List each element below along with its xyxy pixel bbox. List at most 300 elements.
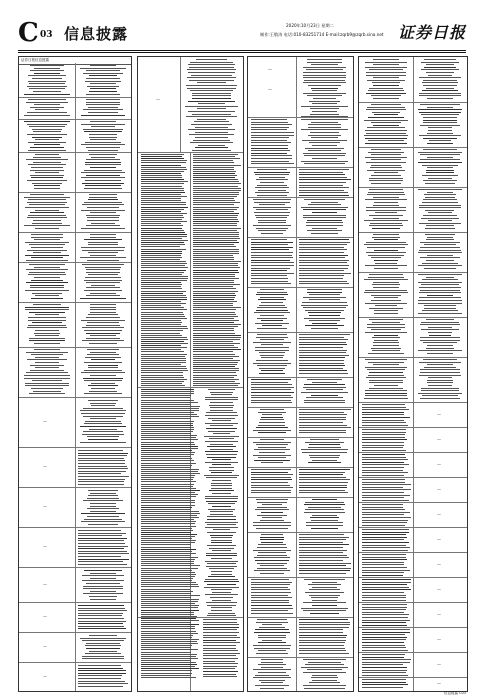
fine-print-line xyxy=(309,589,340,590)
table-row-rule xyxy=(138,617,243,618)
fine-print-line xyxy=(428,220,452,221)
fine-print-line xyxy=(255,187,289,188)
fine-print-line xyxy=(82,183,124,184)
table-row-rule xyxy=(19,662,131,663)
fine-print-line xyxy=(362,579,411,580)
fine-print-line xyxy=(304,402,345,403)
fine-print-line xyxy=(258,222,286,223)
fine-print-line xyxy=(371,159,400,160)
table-row-rule xyxy=(19,97,131,98)
fine-print-line xyxy=(364,279,408,280)
fine-print-line xyxy=(428,377,453,378)
fine-print-line xyxy=(141,158,184,159)
fine-print-line xyxy=(362,667,407,668)
fine-print-line xyxy=(261,659,283,660)
fine-print-line xyxy=(309,682,341,683)
fine-print-line xyxy=(141,337,187,338)
fine-print-line xyxy=(141,477,194,478)
fine-print-line xyxy=(362,525,405,526)
fine-print-line xyxy=(362,447,403,448)
fine-print-line xyxy=(203,640,236,641)
fine-print-line xyxy=(303,77,345,78)
fine-print-line xyxy=(373,345,399,346)
fine-print-line xyxy=(86,648,119,649)
fine-print-line xyxy=(87,354,119,355)
fine-print-line xyxy=(29,338,64,339)
fine-print-line xyxy=(141,498,191,499)
fine-print-line xyxy=(141,190,184,191)
fine-print-line xyxy=(260,688,285,689)
fine-print-line xyxy=(362,417,410,418)
fine-print-line xyxy=(84,423,121,424)
fine-print-line xyxy=(362,439,407,440)
fine-print-line xyxy=(299,190,344,191)
fine-print-line xyxy=(35,295,60,296)
fine-print-line xyxy=(193,217,237,218)
fine-print-line xyxy=(251,281,288,282)
fine-print-line xyxy=(374,313,398,314)
masthead xyxy=(18,18,466,48)
fine-print-line xyxy=(299,653,349,654)
fine-print-line xyxy=(362,609,406,610)
fine-print-line xyxy=(308,462,341,463)
fine-print-line xyxy=(141,219,182,220)
fine-print-line xyxy=(141,377,184,378)
fine-print-line xyxy=(141,614,194,615)
fine-print-line xyxy=(187,69,236,70)
fine-print-line xyxy=(206,477,237,478)
fine-print-line xyxy=(86,583,120,584)
fine-print-line xyxy=(427,98,453,99)
fine-print-line xyxy=(299,342,346,343)
fine-print-line xyxy=(27,180,67,181)
fine-print-line xyxy=(193,322,234,323)
fine-print-line xyxy=(193,301,237,302)
edit-line: 制作:王敬涛 电话:010-83251714 E-mail:zqrb9@zqrb.sina.net xyxy=(260,32,384,37)
fine-print-line xyxy=(141,165,181,166)
empty-cell-dash: — xyxy=(43,614,47,619)
fine-print-line xyxy=(418,152,462,153)
fine-print-line xyxy=(251,132,294,133)
fine-print-line xyxy=(34,267,60,268)
fine-print-line xyxy=(141,354,187,355)
fine-print-line xyxy=(78,533,126,534)
fine-print-line xyxy=(141,263,187,264)
fine-print-line xyxy=(26,102,67,103)
fine-print-line xyxy=(312,90,337,91)
empty-cell-dash: — xyxy=(43,419,47,424)
fine-print-line xyxy=(91,383,115,384)
fine-print-line xyxy=(306,522,343,523)
fine-print-line xyxy=(362,472,408,473)
fine-print-line xyxy=(193,186,238,187)
fine-print-line xyxy=(89,391,118,392)
fine-print-line xyxy=(210,425,234,426)
fine-print-line xyxy=(141,450,192,451)
fine-print-line xyxy=(299,360,344,361)
fine-print-line xyxy=(141,404,191,405)
fine-print-line xyxy=(374,239,398,240)
fine-print-line xyxy=(428,332,451,333)
table-row-rule xyxy=(359,527,467,528)
fine-print-line xyxy=(141,225,183,226)
fine-print-line xyxy=(368,152,404,153)
fine-print-line xyxy=(193,179,238,180)
fine-print-line xyxy=(301,449,348,450)
fine-print-line xyxy=(32,183,62,184)
table-column-rule xyxy=(75,63,76,691)
fine-print-line xyxy=(253,455,292,456)
fine-print-line xyxy=(83,129,123,130)
fine-print-line xyxy=(362,414,404,415)
fine-print-line xyxy=(186,116,238,117)
fine-print-line xyxy=(374,202,398,203)
fine-print-line xyxy=(28,99,66,100)
fine-print-line xyxy=(82,575,124,576)
fine-print-line xyxy=(141,570,192,571)
fine-print-line xyxy=(78,628,126,629)
fine-print-line xyxy=(193,366,235,367)
fine-print-line xyxy=(262,504,283,505)
fine-print-line xyxy=(210,444,232,445)
fine-print-line xyxy=(25,383,70,384)
fine-print-line xyxy=(206,566,237,567)
fine-print-line xyxy=(86,225,120,226)
fine-print-line xyxy=(141,362,186,363)
fine-print-line xyxy=(310,613,338,614)
fine-print-line xyxy=(84,131,123,132)
fine-print-line xyxy=(303,672,346,673)
fine-print-line xyxy=(90,309,116,310)
fine-print-line xyxy=(362,457,406,458)
fine-print-line xyxy=(203,642,240,643)
fine-print-line xyxy=(193,291,238,292)
fine-print-line xyxy=(203,655,236,656)
fine-print-line xyxy=(362,612,404,613)
fine-print-line xyxy=(30,287,64,288)
fine-print-line xyxy=(141,244,185,245)
fine-print-line xyxy=(299,645,344,646)
fine-print-line xyxy=(141,542,195,543)
fine-print-line xyxy=(191,75,233,76)
fine-print-line xyxy=(30,170,65,171)
fine-print-line xyxy=(27,327,66,328)
fine-print-line xyxy=(193,284,240,285)
fine-print-line xyxy=(90,255,116,256)
fine-print-line xyxy=(212,480,231,481)
fine-print-line xyxy=(212,600,232,601)
fine-print-line xyxy=(299,334,350,335)
fine-print-line xyxy=(301,667,348,668)
fine-print-line xyxy=(198,103,225,104)
fine-print-line xyxy=(253,669,291,670)
page-footer: 信息披露 C03 xyxy=(443,691,466,695)
fine-print-line xyxy=(365,199,408,200)
fine-print-line xyxy=(253,522,291,523)
fine-print-line xyxy=(370,223,402,224)
fine-print-line xyxy=(91,388,115,389)
fine-print-line xyxy=(193,261,241,262)
fine-print-line xyxy=(81,177,125,178)
fine-print-line xyxy=(418,303,463,304)
fine-print-line xyxy=(374,250,397,251)
fine-print-line xyxy=(86,159,120,160)
fine-print-line xyxy=(299,560,343,561)
fine-print-line xyxy=(362,425,408,426)
fine-print-line xyxy=(90,573,116,574)
fine-print-line xyxy=(369,178,403,179)
fine-print-line xyxy=(421,388,459,389)
fine-print-line xyxy=(251,382,288,383)
table-row-rule xyxy=(359,602,467,603)
fine-print-line xyxy=(87,516,120,517)
table-row-rule xyxy=(248,467,353,468)
fine-print-line xyxy=(141,167,186,168)
fine-print-line xyxy=(303,153,347,154)
fine-print-line xyxy=(261,512,284,513)
fine-print-line xyxy=(251,252,293,253)
fine-print-line xyxy=(203,663,238,664)
fine-print-line xyxy=(251,135,294,136)
fine-print-line xyxy=(261,667,284,668)
fine-print-line xyxy=(427,380,453,381)
fine-print-line xyxy=(193,343,240,344)
fine-print-line xyxy=(78,553,129,554)
fine-print-line xyxy=(262,517,282,518)
fine-print-line xyxy=(141,406,200,407)
fine-print-line xyxy=(369,382,403,383)
fine-print-line xyxy=(81,413,125,414)
fine-print-line xyxy=(88,439,119,440)
fine-print-line xyxy=(31,257,63,258)
table-row-rule xyxy=(359,272,467,273)
fine-print-line xyxy=(85,164,121,165)
fine-print-line xyxy=(259,305,285,306)
fine-print-line xyxy=(208,509,234,510)
fine-print-line xyxy=(205,462,238,463)
fine-print-line xyxy=(86,147,121,148)
fine-print-line xyxy=(141,339,188,340)
fine-print-line xyxy=(374,268,398,269)
fine-print-line xyxy=(258,637,285,638)
fine-print-line xyxy=(193,379,239,380)
fine-print-line xyxy=(78,543,125,544)
fine-print-line xyxy=(418,252,463,253)
empty-cell-dash: — xyxy=(43,504,47,509)
fine-print-line xyxy=(251,402,292,403)
fine-print-line xyxy=(141,251,182,252)
fine-print-line xyxy=(368,192,403,193)
fine-print-line xyxy=(141,435,197,436)
fine-print-line xyxy=(251,247,293,248)
fine-print-line xyxy=(141,395,191,396)
fine-print-line xyxy=(362,409,409,410)
fine-print-line xyxy=(304,579,345,580)
fine-print-line xyxy=(203,668,235,669)
fine-print-line xyxy=(251,384,292,385)
fine-print-line xyxy=(82,250,124,251)
fine-print-line xyxy=(251,145,288,146)
fine-print-line xyxy=(193,375,237,376)
fine-print-line xyxy=(364,135,407,136)
fine-print-line xyxy=(373,197,399,198)
fine-print-line xyxy=(206,428,236,429)
fine-print-line xyxy=(251,474,293,475)
fine-print-line xyxy=(312,582,338,583)
fine-print-line xyxy=(82,340,124,341)
fine-print-line xyxy=(207,563,235,564)
table-row-rule xyxy=(19,691,131,692)
fine-print-line xyxy=(141,586,199,587)
fine-print-line xyxy=(301,305,348,306)
fine-print-line xyxy=(420,398,460,399)
fine-print-line xyxy=(205,399,239,400)
fine-print-line xyxy=(366,72,405,73)
fine-print-line xyxy=(312,499,338,500)
fine-print-line xyxy=(193,188,241,189)
fine-print-line xyxy=(261,302,284,303)
fine-print-line xyxy=(299,357,345,358)
fine-print-line xyxy=(364,120,407,121)
fine-print-line xyxy=(299,642,345,643)
fine-print-line xyxy=(418,162,462,163)
fine-print-line xyxy=(301,106,347,107)
fine-print-line xyxy=(259,452,285,453)
fine-print-line xyxy=(141,160,187,161)
fine-print-line xyxy=(89,596,117,597)
fine-print-line xyxy=(29,126,65,127)
fine-print-line xyxy=(192,114,231,115)
fine-print-line xyxy=(90,506,116,507)
fine-print-line xyxy=(258,425,285,426)
fine-print-line xyxy=(299,650,346,651)
fine-print-line xyxy=(205,579,238,580)
fine-print-line xyxy=(362,542,409,543)
fine-print-line xyxy=(362,497,404,498)
fine-print-line xyxy=(362,459,408,460)
fine-print-line xyxy=(310,114,339,115)
table-row-rule xyxy=(138,387,243,388)
fine-print-line xyxy=(362,434,405,435)
fine-print-line xyxy=(85,185,121,186)
fine-print-line xyxy=(27,112,66,113)
fine-print-line xyxy=(193,215,238,216)
fine-print-line xyxy=(362,445,404,446)
fine-print-line xyxy=(370,167,402,168)
fine-print-line xyxy=(78,468,128,469)
fine-print-line xyxy=(362,514,404,515)
fine-print-line xyxy=(304,384,345,385)
fine-print-line xyxy=(78,481,124,482)
fine-print-line xyxy=(306,69,344,70)
fine-print-line xyxy=(141,670,192,671)
fine-print-line xyxy=(141,280,187,281)
fine-print-line xyxy=(80,298,126,299)
fine-print-line xyxy=(422,279,457,280)
fine-print-line xyxy=(423,85,456,86)
fine-print-line xyxy=(34,333,60,334)
fine-print-line xyxy=(34,73,59,74)
fine-print-line xyxy=(90,304,115,305)
fine-print-line xyxy=(78,479,125,480)
fine-print-line xyxy=(307,289,343,290)
fine-print-line xyxy=(369,88,402,89)
fine-print-line xyxy=(373,125,400,126)
fine-print-line xyxy=(141,469,199,470)
fine-print-line xyxy=(141,637,192,638)
fine-print-line xyxy=(88,112,118,113)
table-row-rule xyxy=(19,527,131,528)
empty-cell-dash: — xyxy=(156,97,160,102)
fine-print-line xyxy=(251,492,291,493)
fine-print-line xyxy=(422,82,459,83)
fine-print-line xyxy=(141,496,196,497)
fine-print-line xyxy=(141,270,186,271)
fine-print-line xyxy=(362,454,405,455)
fine-print-line xyxy=(211,610,232,611)
fine-print-line xyxy=(141,255,181,256)
fine-print-line xyxy=(299,409,351,410)
fine-print-line xyxy=(141,582,196,583)
fine-print-line xyxy=(307,62,342,63)
fine-print-line xyxy=(420,257,461,258)
fine-print-line xyxy=(141,666,195,667)
fine-print-line xyxy=(141,431,193,432)
fine-print-line xyxy=(141,479,193,480)
fine-print-line xyxy=(141,309,187,310)
fine-print-line xyxy=(91,157,115,158)
fine-print-line xyxy=(35,228,59,229)
fine-print-line xyxy=(208,389,234,390)
fine-print-line xyxy=(255,629,289,630)
fine-print-line xyxy=(85,645,122,646)
fine-print-line xyxy=(30,147,64,148)
fine-print-line xyxy=(419,207,461,208)
fine-print-line xyxy=(362,534,406,535)
fine-print-line xyxy=(25,290,69,291)
fine-print-line xyxy=(299,485,347,486)
fine-print-line xyxy=(251,613,293,614)
fine-print-line xyxy=(362,584,407,585)
fine-print-line xyxy=(87,217,120,218)
fine-print-line xyxy=(193,263,238,264)
fine-print-line xyxy=(311,88,338,89)
fine-print-line xyxy=(85,267,121,268)
fine-print-line xyxy=(419,375,461,376)
fine-print-line xyxy=(424,244,456,245)
fine-print-line xyxy=(362,484,411,485)
fine-print-line xyxy=(362,420,404,421)
fine-print-line xyxy=(366,252,406,253)
fine-print-line xyxy=(193,160,233,161)
fine-print-line xyxy=(427,295,454,296)
fine-print-line xyxy=(299,257,345,258)
fine-print-line xyxy=(25,255,69,256)
fine-print-line xyxy=(365,130,406,131)
fine-print-line xyxy=(78,535,122,536)
fine-print-line xyxy=(90,293,115,294)
fine-print-line xyxy=(193,309,236,310)
fine-print-line xyxy=(426,172,454,173)
fine-print-line xyxy=(368,353,404,354)
fine-print-line xyxy=(26,260,68,261)
fine-print-line xyxy=(365,265,408,266)
fine-print-line xyxy=(299,350,347,351)
fine-print-line xyxy=(251,582,292,583)
fine-print-line xyxy=(365,67,407,68)
fine-print-line xyxy=(193,225,237,226)
fine-print-line xyxy=(78,546,128,547)
